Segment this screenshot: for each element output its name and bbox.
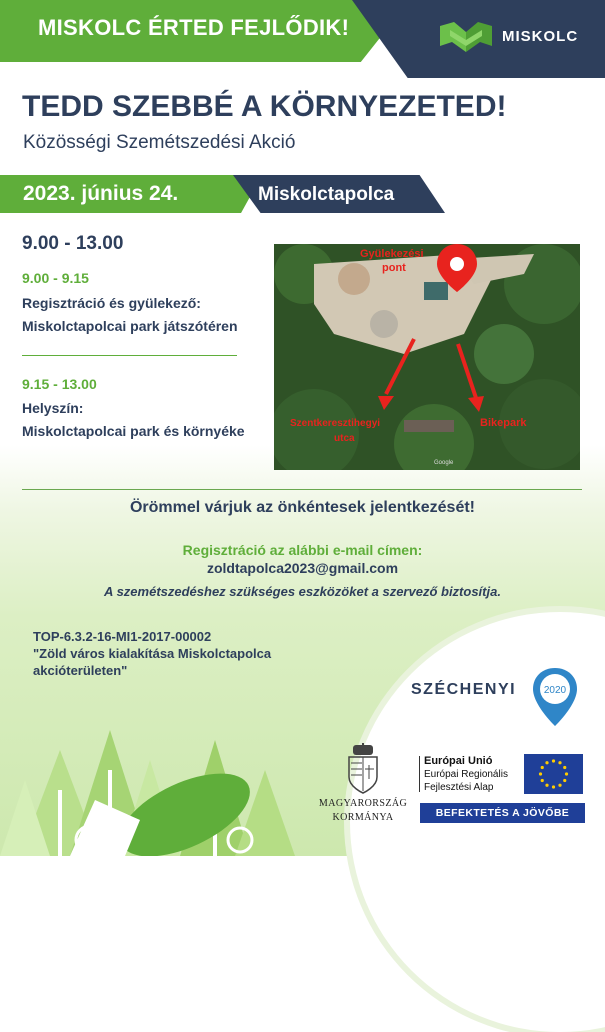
eu-star xyxy=(541,779,544,782)
eu-star xyxy=(558,761,561,764)
sub-title: Közösségi Szemétszedési Akció xyxy=(23,132,296,153)
slot-2-line1: Helyszín: xyxy=(22,400,84,416)
slot-1-line1: Regisztráció és gyülekező: xyxy=(22,295,201,311)
map-label-street-2: utca xyxy=(334,433,355,444)
welcome-text: Örömmel várjuk az önkéntesek jelentkezését! xyxy=(129,499,476,516)
szechenyi-pin-icon xyxy=(532,667,578,727)
divider xyxy=(22,355,237,356)
eu-star xyxy=(541,766,544,769)
project-code: TOP-6.3.2-16-MI1-2017-00002 xyxy=(33,629,212,644)
eu-text-2: Európai Regionális xyxy=(424,769,508,780)
header-slogan: MISKOLC ÉRTED FEJLŐDIK! xyxy=(38,15,350,40)
slot-1-time: 9.00 - 9.15 xyxy=(22,270,89,286)
map-label-street: Szentkeresztihegyi xyxy=(290,418,381,429)
eu-star xyxy=(563,766,566,769)
eu-star xyxy=(552,785,555,788)
map-label-bikepark: Bikepark xyxy=(480,417,527,429)
map-attribution: Google xyxy=(434,460,454,466)
eu-flag-icon xyxy=(524,754,583,794)
szechenyi-logo-text: SZÉCHENYI xyxy=(411,681,517,698)
map-label-meeting-2: pont xyxy=(382,262,406,274)
eu-text-3: Fejlesztési Alap xyxy=(424,782,494,793)
eu-star xyxy=(565,772,568,775)
miskolc-logo-icon xyxy=(440,22,492,52)
project-name-2: akcióterületen" xyxy=(33,663,128,678)
hungary-text-1: MAGYARORSZÁG xyxy=(318,798,408,809)
event-date: 2023. június 24. xyxy=(23,182,179,205)
logo-text: MISKOLC xyxy=(502,28,579,45)
project-name-1: "Zöld város kialakítása Miskolctapolca xyxy=(33,646,272,661)
slot-2-line2: Miskolctapolcai park és környéke xyxy=(22,423,245,439)
registration-intro: Regisztráció az alábbi e-mail címen: xyxy=(182,542,423,558)
slot-2-time: 9.15 - 13.00 xyxy=(22,376,97,392)
eu-star xyxy=(558,784,561,787)
eu-star xyxy=(539,772,542,775)
eu-star xyxy=(563,779,566,782)
location-map xyxy=(274,244,580,470)
map-label-meeting: Gyülekezési xyxy=(360,248,424,260)
eu-star xyxy=(545,784,548,787)
hungary-text-2: KORMÁNYA xyxy=(332,812,394,823)
invest-banner: BEFEKTETÉS A JÖVŐBE xyxy=(420,803,585,823)
eu-divider xyxy=(419,756,420,792)
tools-note: A szemétszedéshez szükséges eszközöket a szervező biztosítja. xyxy=(104,584,501,599)
hungary-crest-icon xyxy=(343,743,383,795)
event-place: Miskolctapolca xyxy=(258,184,395,205)
eu-star xyxy=(545,761,548,764)
main-title: TEDD SZEBBÉ A KÖRNYEZETED! xyxy=(22,90,507,123)
registration-email[interactable]: zoldtapolca2023@gmail.com xyxy=(206,560,399,576)
trees-illustration xyxy=(0,690,330,856)
szechenyi-year: 2020 xyxy=(543,685,567,696)
slot-1-line2: Miskolctapolcai park játszótéren xyxy=(22,318,238,334)
event-time: 9.00 - 13.00 xyxy=(22,233,124,254)
eu-star xyxy=(552,759,555,762)
divider-2 xyxy=(22,489,582,490)
eu-text-1: Európai Unió xyxy=(424,755,493,767)
